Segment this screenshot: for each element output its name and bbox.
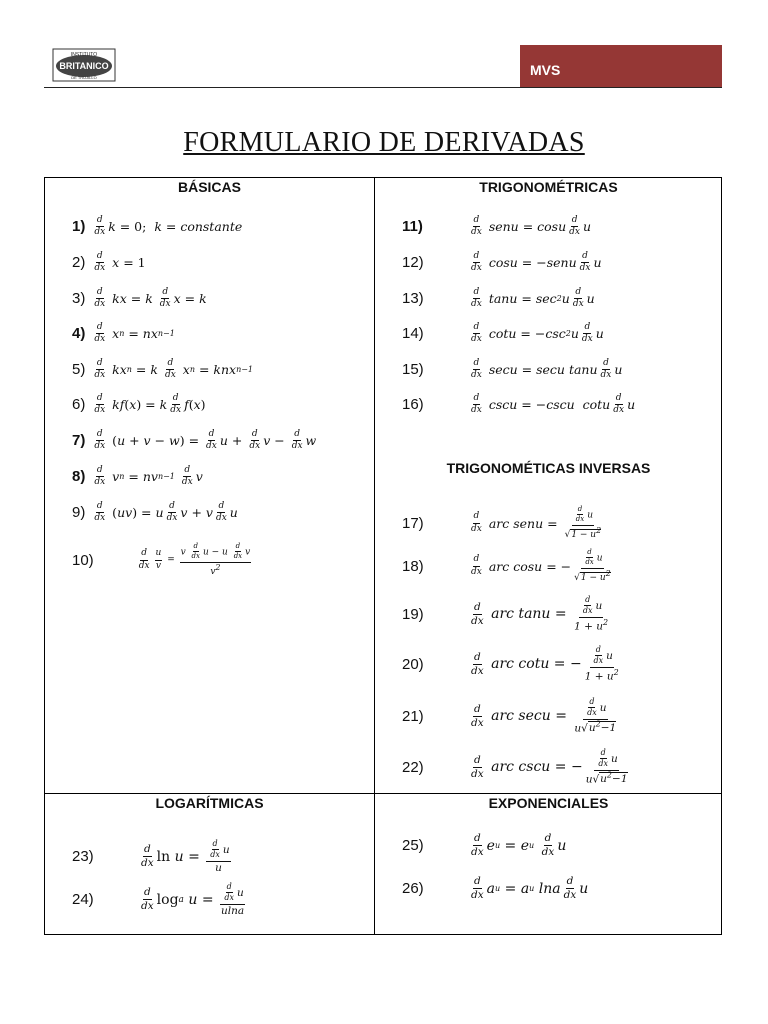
- section-logaritmicas: LOGARÍTMICAS: [155, 795, 264, 811]
- formula-number: 11): [402, 218, 423, 236]
- formula-1: 1) $\frac{d}{dx}$ k = 0; k = constante: [72, 215, 243, 238]
- formula-3: 3) $\frac{d}{dx}$ kx = k $\frac{d}{dx}$ x = k: [72, 287, 207, 310]
- formula-table: [44, 177, 722, 935]
- svg-text:INSTITUTO: INSTITUTO: [70, 52, 98, 58]
- formula-number: 18): [402, 557, 424, 575]
- formula-number: 13): [402, 290, 424, 308]
- formula-17: 17) $\frac{d}{dx}$ arc senu = $\frac{d}{dx}$ u $√1 - u^2$: [402, 505, 602, 540]
- svg-text:DE TRUJILLO: DE TRUJILLO: [71, 75, 97, 80]
- formula-26: 26) $\frac{d}{dx}$ a u = a u lna $\frac{d}{dx}$ u: [402, 875, 589, 902]
- formula-number: 22): [402, 758, 424, 776]
- formula-2: 2) $\frac{d}{dx}$ x = 1: [72, 251, 146, 274]
- formula-number: 6): [72, 396, 86, 414]
- formula-number: 7): [72, 432, 86, 450]
- section-exponenciales: EXPONENCIALES: [488, 795, 609, 811]
- formula-23: 23) $\frac{d}{dx}$ ln u = $\frac{d}{dx}$ u u: [72, 839, 230, 874]
- formula-21: 21) $\frac{d}{dx}$ arc secu = $\frac{d}{dx}$ u $u√u^2-1$: [402, 697, 617, 735]
- formula-number: 1): [72, 218, 86, 236]
- row-divider: [45, 793, 721, 794]
- formula-number: 16): [402, 396, 424, 414]
- formula-24: 24) $\frac{d}{dx}$ log a u = $\frac{d}{dx}$ u ulna: [72, 882, 245, 917]
- formula-25: 25) $\frac{d}{dx}$ e u = e u $\frac{d}{dx}$ u: [402, 832, 567, 859]
- author-badge: [520, 45, 722, 88]
- formula-9: 9) $\frac{d}{dx}$ ( uv ) = u $\frac{d}{dx}$ v + v $\frac{d}{dx}$ u: [72, 501, 238, 524]
- formula-number: 4): [72, 325, 86, 343]
- formula-number: 5): [72, 361, 86, 379]
- institute-logo: [52, 48, 116, 82]
- section-trigonometricas: TRIGONOMÉTRICAS: [479, 179, 618, 195]
- formula-13: 13) $\frac{d}{dx}$ tanu = sec 2 u $\frac{d}{dx}$ u: [402, 287, 595, 310]
- formula-number: 21): [402, 707, 424, 725]
- formula-number: 25): [402, 837, 424, 855]
- column-divider: [374, 178, 375, 934]
- formula-number: 9): [72, 504, 86, 522]
- formula-5: 5) $\frac{d}{dx}$ kx n = k $\frac{d}{dx}$ x n = knx n−1: [72, 358, 254, 381]
- formula-number: 17): [402, 514, 424, 532]
- formula-15: 15) $\frac{d}{dx}$ secu = secu tanu $\frac{d}{dx}$ u: [402, 358, 623, 381]
- page-title: FORMULARIO DE DERIVADAS: [183, 127, 585, 158]
- formula-18: 18) $\frac{d}{dx}$ arc cosu = − $\frac{d}{dx}$ u $√1 - u^2$: [402, 548, 611, 583]
- formula-19: 19) $\frac{d}{dx}$ arc tanu = $\frac{d}{dx}$ u $1 + u^2$: [402, 595, 609, 633]
- formula-number: 15): [402, 361, 424, 379]
- formula-number: 19): [402, 605, 424, 623]
- author-initials: MVS: [530, 62, 561, 78]
- formula-22: 22) $\frac{d}{dx}$ arc cscu = − $\frac{d}{dx}$ u $u√u^2-1$: [402, 748, 628, 786]
- section-basicas: BÁSICAS: [177, 179, 241, 195]
- header-divider: [44, 87, 722, 88]
- formula-8: 8) $\frac{d}{dx}$ v n = nv n−1 $\frac{d}{dx}$ v: [72, 465, 203, 488]
- formula-number: 24): [72, 891, 94, 909]
- formula-number: 8): [72, 468, 86, 486]
- formula-7: 7) $\frac{d}{dx}$ ( u + v − w ) = $\frac{d}{dx}$ u + $\frac{d}{dx}$ v − $\frac{d}{dx}$ w: [72, 429, 317, 452]
- formula-number: 2): [72, 254, 86, 272]
- formula-number: 20): [402, 655, 424, 673]
- formula-12: 12) $\frac{d}{dx}$ cosu = − senu $\frac{d}{dx}$ u: [402, 251, 602, 274]
- formula-14: 14) $\frac{d}{dx}$ cotu = − csc 2 u $\frac{d}{dx}$ u: [402, 322, 604, 345]
- formula-number: 12): [402, 254, 424, 272]
- formula-6: 6) $\frac{d}{dx}$ kf ( x ) = k $\frac{d}{dx}$ f ( x ): [72, 393, 206, 416]
- formula-4: 4) $\frac{d}{dx}$ x n = nx n−1: [72, 322, 175, 345]
- formula-11: 11) $\frac{d}{dx}$ senu = cosu $\frac{d}{dx}$ u: [402, 215, 592, 238]
- formula-number: 14): [402, 325, 424, 343]
- formula-20: 20) $\frac{d}{dx}$ arc cotu = − $\frac{d}{dx}$ u $1 + u^2$: [402, 645, 619, 683]
- formula-number: 23): [72, 848, 94, 866]
- formula-16: 16) $\frac{d}{dx}$ cscu = − cscu cotu $\frac{d}{dx}$ u: [402, 393, 636, 416]
- formula-number: 10): [72, 551, 94, 569]
- section-trig-inversas: TRIGONOMÉTICAS INVERSAS: [446, 460, 651, 476]
- formula-number: 3): [72, 290, 86, 308]
- formula-number: 26): [402, 880, 424, 898]
- formula-10: 10) $\frac{d}{dx}$ $\frac{u}{v}$ = v $\frac{d}{dx}$ u − u $\frac{d}{dx}$ v $v^2$: [72, 542, 251, 577]
- svg-text:BRITANICO: BRITANICO: [59, 61, 109, 71]
